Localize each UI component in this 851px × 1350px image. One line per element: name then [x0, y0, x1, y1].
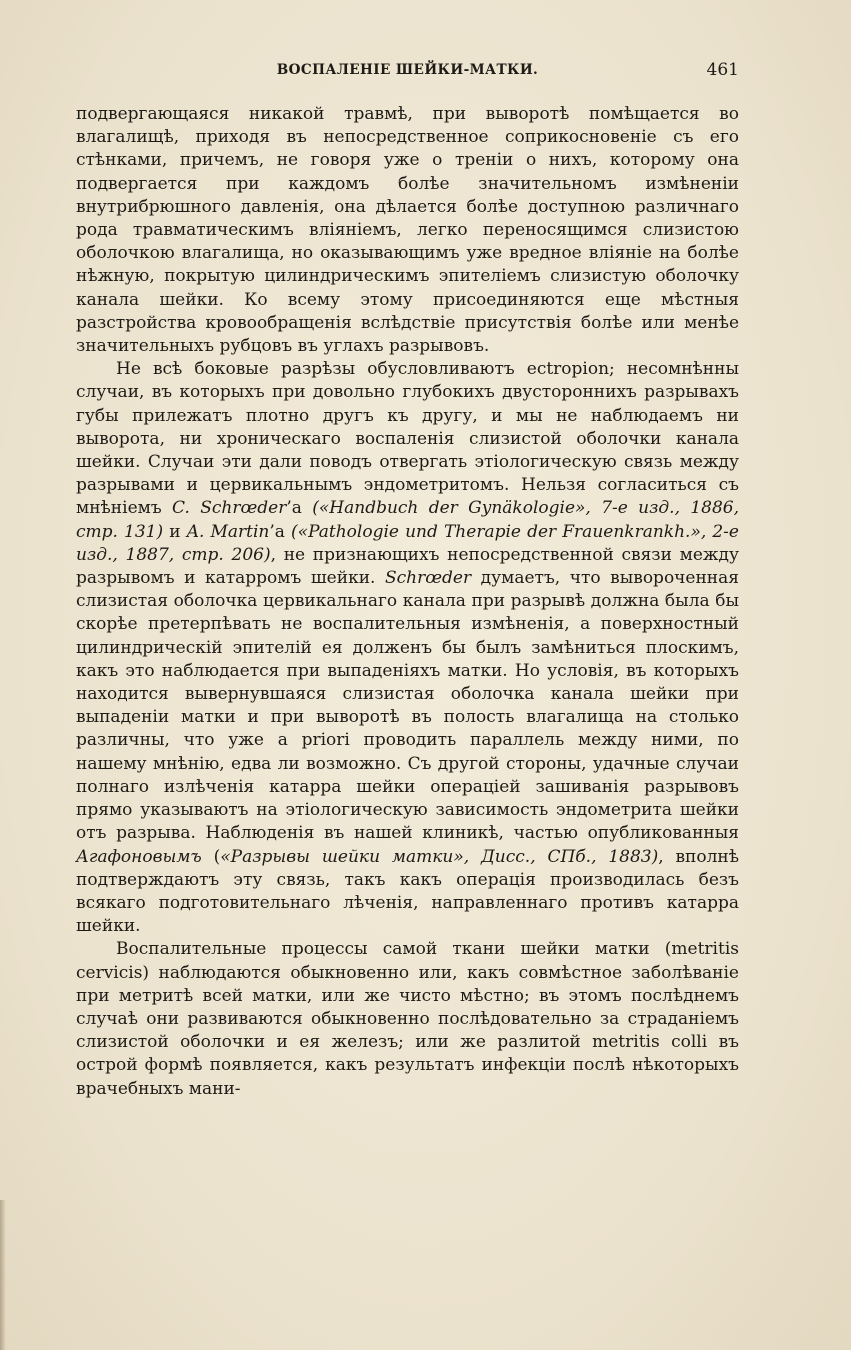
text-run: , не признающихъ непосредственной связи между разрывомъ и катарромъ шейки. — [76, 544, 739, 589]
italic-text: A. Martin — [186, 521, 270, 542]
text-run: Воспалительные процессы самой ткани шейки матки (metritis cervicis) наблюдаются обыкновенно или, какъ совмѣстное заболѣваніе при метритѣ всей матки, или же чисто мѣстно; въ этомъ послѣднемъ случаѣ они развиваются обыкновенно послѣдовательно за страданіемъ слизистой оболочки и ея железъ; или же разлитой metritis colli въ острой формѣ появляется, какъ результатъ инфекціи послѣ нѣкоторыхъ врачебныхъ мани- — [76, 939, 739, 1099]
italic-text: («Handbuch der Gynäkologie», 7-е изд., 1886, стр. 131) — [76, 498, 740, 542]
italic-text: C. Schrœder — [172, 498, 287, 519]
italic-text: Агафоновымъ — [76, 846, 202, 867]
text-run: и — [163, 521, 187, 542]
paragraph — [76, 358, 739, 938]
text-run: ( — [201, 846, 221, 867]
text-run: думаетъ, что вывороченная слизистая оболочка цервикальнаго канала при разрывѣ должна была бы скорѣе претерпѣвать не воспалительныя измѣненія, а поверхностный цилиндрическій эпителій ея долженъ бы былъ замѣниться плоскимъ, какъ это наблюдается при выпаденіяхъ матки. Но условія, въ которыхъ находится вывернувшаяся слизистая оболочка канала шейки при выпаденіи матки и при выворотѣ въ полость влагалища на столько различны, что уже a priori проводить параллель между ними, по нашему мнѣнію, едва ли возможно. Съ другой стороны, удачные случаи полнаго излѣченія катарра шейки операціей зашиванія разрывовъ прямо указываютъ на этіологическую зависимость эндометрита шейки отъ разрыва. Наблюденія въ нашей клиникѣ, частью опубликованныя — [76, 568, 739, 844]
running-title: ВОСПАЛЕНІЕ ШЕЙКИ-МАТКИ. — [276, 62, 539, 78]
paragraph — [76, 103, 739, 358]
italic-text: Schrœder — [384, 568, 472, 589]
page-header — [76, 62, 739, 88]
text-run: , вполнѣ подтверждаютъ эту связь, такъ какъ операція производилась безъ всякаго подготовительнаго лѣченія, направленнаго противъ катарра шейки. — [76, 846, 740, 937]
text-run: ’а — [269, 521, 292, 542]
page-edge-shadow — [0, 1200, 6, 1350]
page-number: 461 — [706, 60, 739, 80]
italic-text: («Pathologie und Therapie der Frauenkrankh.», 2-е изд., 1887, стр. 206) — [76, 521, 739, 565]
italic-text: «Разрывы шейки матки», Дисс., СПб., 1883) — [220, 846, 659, 867]
body-text — [76, 103, 739, 1101]
paragraph — [76, 938, 739, 1100]
text-run: Не всѣ боковые разрѣзы обусловливаютъ ectropion; несомнѣнны случаи, въ которыхъ при довольно глубокихъ двустороннихъ разрывахъ губы прилежатъ плотно другъ къ другу, и мы не наблюдаемъ ни выворота, ни хроническаго воспаленія слизистой оболочки канала шейки. Случаи эти дали поводъ отвергать этіологическую связь между разрывами и цервикальнымъ эндометритомъ. Нельзя согласиться съ мнѣніемъ — [76, 359, 739, 519]
text-run: ’а — [286, 498, 313, 519]
text-run: подвергающаяся никакой травмѣ, при выворотѣ помѣщается во влагалищѣ, приходя въ непосредственное соприкосновеніе съ его стѣнками, причемъ, не говоря уже о треніи о нихъ, которому она подвергается при каждомъ болѣе значительномъ измѣненіи внутрибрюшного давленія, она дѣлается болѣе доступною различнаго рода травматическимъ вліяніемъ, легко переносящимся слизистою оболочкою влагалища, но оказывающимъ уже вредное вліяніе на болѣе нѣжную, покрытую цилиндрическимъ эпителіемъ слизистую оболочку канала шейки. Ко всему этому присоединяются еще мѣстныя разстройства кровообращенія вслѣдствіе присутствія болѣе или менѣе значительныхъ рубцовъ въ углахъ разрывовъ. — [76, 104, 739, 357]
